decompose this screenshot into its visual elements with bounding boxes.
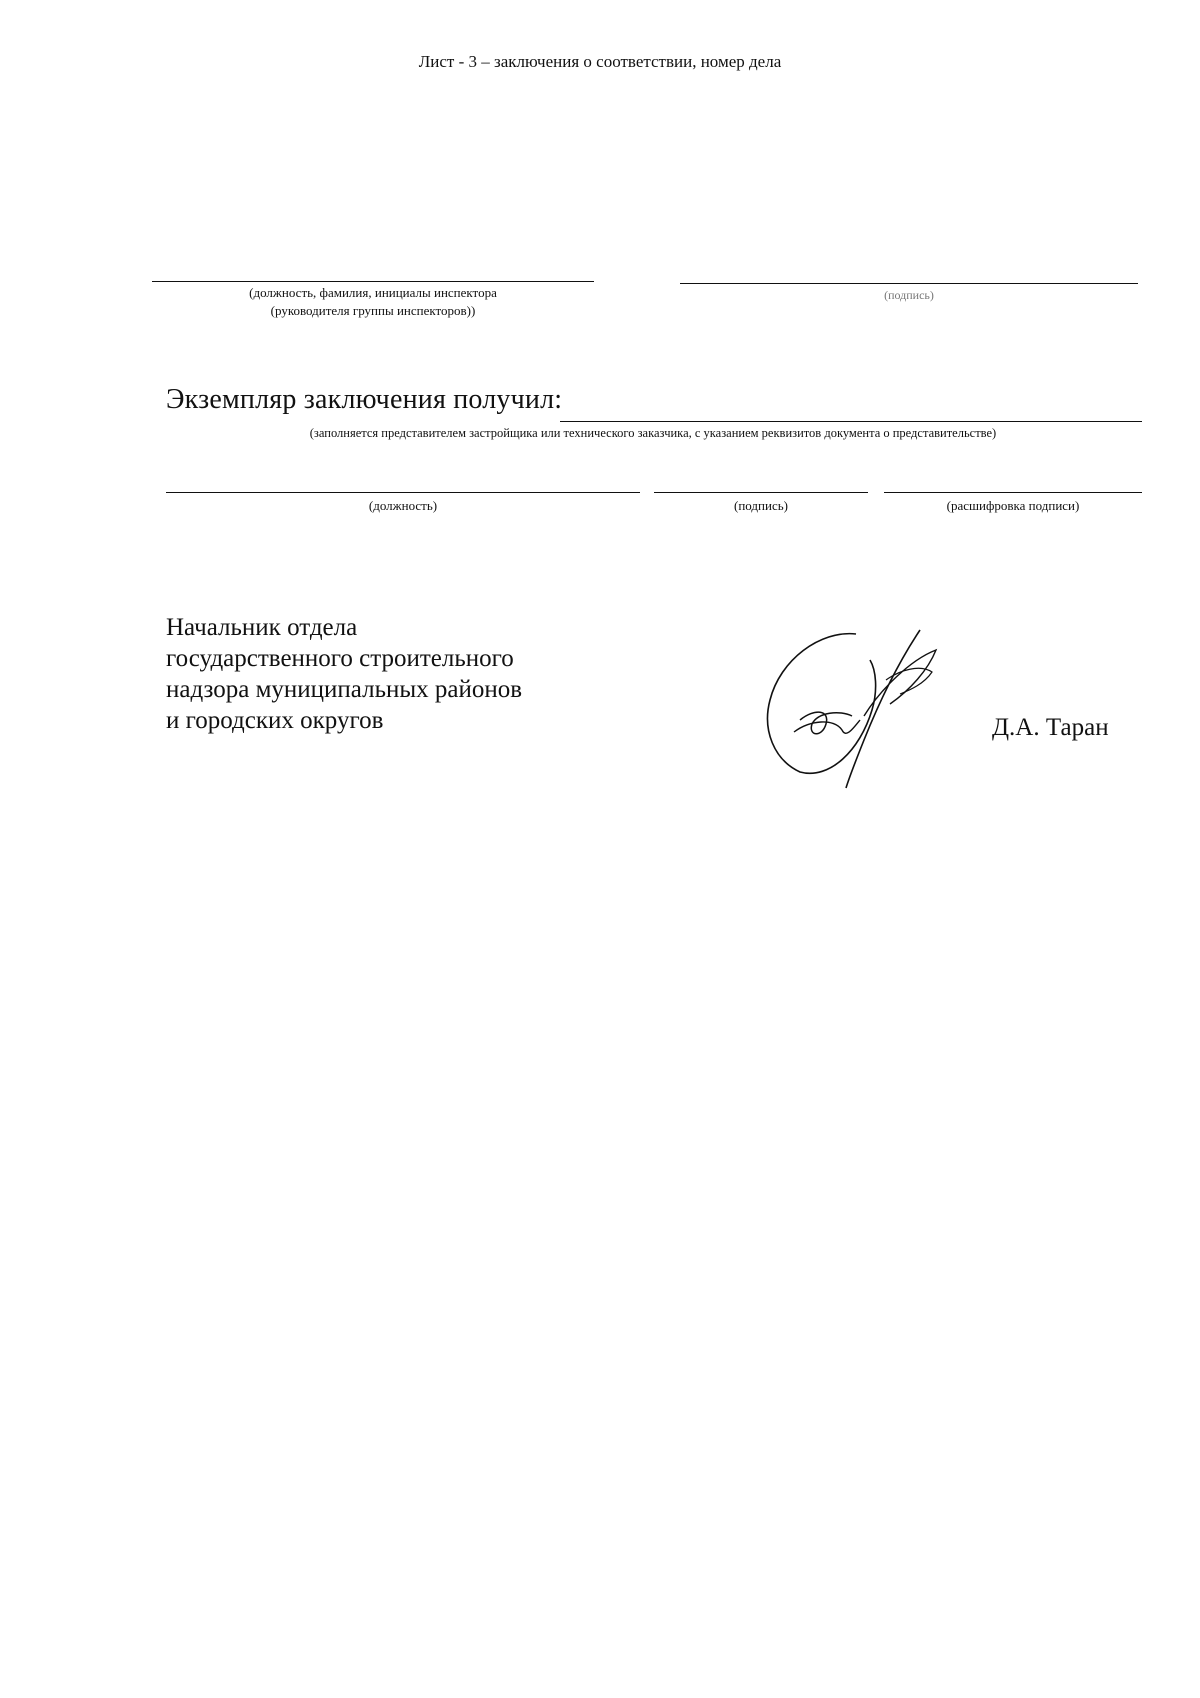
official-title-line-1: Начальник отдела [166,614,358,641]
official-name: Д.А. Таран [992,714,1109,741]
receipt-decoding-line [884,492,1142,493]
receipt-title-line [560,421,1142,422]
inspector-position-caption-2: (руководителя группы инспекторов)) [270,303,476,318]
receipt-title: Экземпляр заключения получил: [166,384,563,415]
official-title-line-4: и городских округов [166,707,384,734]
receipt-signature-caption: (подпись) [734,498,788,513]
receipt-signature-line [654,492,868,493]
receipt-note: (заполняется представителем застройщика или технического заказчика, с указанием реквизитов документа о представительстве) [309,426,997,440]
inspector-position-line [152,281,594,282]
receipt-position-caption: (должность) [368,498,438,513]
official-title-line-3: надзора муниципальных районов [166,676,523,703]
receipt-position-line [166,492,640,493]
page-header: Лист - 3 – заключения о соответствии, номер дела [418,52,782,71]
inspector-signature-line [680,283,1138,284]
handwritten-signature [760,620,960,790]
inspector-signature-caption: (подпись) [884,288,934,302]
inspector-position-caption-1: (должность, фамилия, инициалы инспектора [249,285,497,300]
official-title-line-2: государственного строительного [166,645,514,672]
official-title [166,612,522,736]
receipt-decoding-caption: (расшифровка подписи) [946,498,1080,513]
